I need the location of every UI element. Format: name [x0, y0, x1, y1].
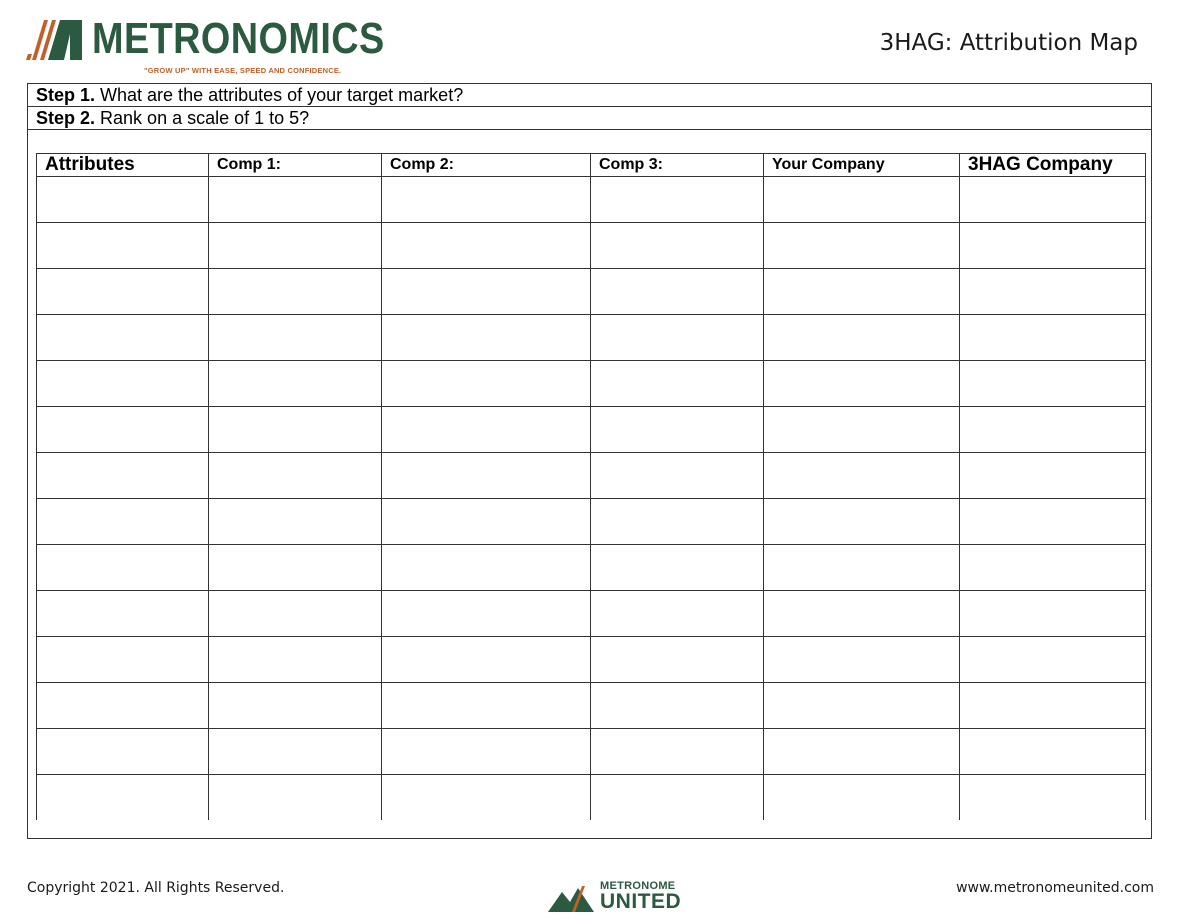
- table-row: [37, 775, 1146, 821]
- table-row: [37, 729, 1146, 775]
- cell-comp-1[interactable]: [209, 361, 382, 407]
- cell-comp-1[interactable]: [209, 223, 382, 269]
- cell-comp-1[interactable]: [209, 499, 382, 545]
- table-row: [37, 683, 1146, 729]
- cell-comp-2[interactable]: [382, 683, 591, 729]
- cell-attribute[interactable]: [37, 545, 209, 591]
- cell-3hag-company[interactable]: [960, 269, 1146, 315]
- cell-comp-2[interactable]: [382, 269, 591, 315]
- cell-comp-3[interactable]: [591, 499, 764, 545]
- cell-comp-3[interactable]: [591, 269, 764, 315]
- cell-your-company[interactable]: [764, 315, 960, 361]
- cell-3hag-company[interactable]: [960, 637, 1146, 683]
- cell-attribute[interactable]: [37, 315, 209, 361]
- table-row: [37, 591, 1146, 637]
- step-1: [28, 84, 1151, 107]
- table-row: [37, 315, 1146, 361]
- copyright-notice: Copyright 2021. All Rights Reserved.: [27, 880, 285, 896]
- cell-comp-1[interactable]: [209, 407, 382, 453]
- cell-attribute[interactable]: [37, 407, 209, 453]
- cell-3hag-company[interactable]: [960, 407, 1146, 453]
- cell-3hag-company[interactable]: [960, 361, 1146, 407]
- cell-comp-2[interactable]: [382, 775, 591, 821]
- cell-comp-1[interactable]: [209, 453, 382, 499]
- cell-comp-2[interactable]: [382, 361, 591, 407]
- cell-your-company[interactable]: [764, 775, 960, 821]
- cell-comp-1[interactable]: [209, 177, 382, 223]
- table-row: [37, 361, 1146, 407]
- website-url: www.metronomeunited.com: [956, 880, 1154, 896]
- cell-your-company[interactable]: [764, 361, 960, 407]
- cell-comp-2[interactable]: [382, 453, 591, 499]
- attribution-table: [36, 153, 1146, 820]
- cell-3hag-company[interactable]: [960, 453, 1146, 499]
- cell-comp-3[interactable]: [591, 315, 764, 361]
- cell-attribute[interactable]: [37, 223, 209, 269]
- col-header-comp-1: Comp 1:: [209, 154, 382, 177]
- cell-attribute[interactable]: [37, 361, 209, 407]
- table-row: [37, 177, 1146, 223]
- table-row: [37, 545, 1146, 591]
- cell-3hag-company[interactable]: [960, 545, 1146, 591]
- cell-comp-3[interactable]: [591, 683, 764, 729]
- cell-comp-3[interactable]: [591, 177, 764, 223]
- cell-comp-1[interactable]: [209, 637, 382, 683]
- cell-your-company[interactable]: [764, 545, 960, 591]
- cell-comp-2[interactable]: [382, 591, 591, 637]
- table-row: [37, 637, 1146, 683]
- cell-your-company[interactable]: [764, 453, 960, 499]
- cell-comp-3[interactable]: [591, 591, 764, 637]
- cell-attribute[interactable]: [37, 269, 209, 315]
- col-header-attributes: Attributes: [37, 154, 209, 177]
- col-header-comp-3: Comp 3:: [591, 154, 764, 177]
- step-2-text: Rank on a scale of 1 to 5?: [95, 108, 310, 128]
- cell-comp-2[interactable]: [382, 177, 591, 223]
- table-body: [37, 177, 1146, 821]
- cell-3hag-company[interactable]: [960, 775, 1146, 821]
- cell-comp-2[interactable]: [382, 545, 591, 591]
- cell-3hag-company[interactable]: [960, 223, 1146, 269]
- cell-comp-3[interactable]: [591, 637, 764, 683]
- cell-your-company[interactable]: [764, 499, 960, 545]
- cell-your-company[interactable]: [764, 223, 960, 269]
- cell-comp-3[interactable]: [591, 223, 764, 269]
- cell-comp-2[interactable]: [382, 499, 591, 545]
- brand-name: METRONOMICS: [92, 14, 385, 63]
- cell-comp-3[interactable]: [591, 545, 764, 591]
- metronome-united-logo: [548, 880, 680, 914]
- cell-comp-1[interactable]: [209, 775, 382, 821]
- table-row: [37, 407, 1146, 453]
- cell-attribute[interactable]: [37, 775, 209, 821]
- cell-comp-3[interactable]: [591, 361, 764, 407]
- col-header-comp-2: Comp 2:: [382, 154, 591, 177]
- table-header-row: [37, 154, 1146, 177]
- table-row: [37, 223, 1146, 269]
- step-1-label: Step 1.: [36, 85, 96, 105]
- document-title: 3HAG: Attribution Map: [879, 30, 1138, 56]
- cell-3hag-company[interactable]: [960, 177, 1146, 223]
- cell-comp-1[interactable]: [209, 591, 382, 637]
- cell-comp-2[interactable]: [382, 407, 591, 453]
- table-row: [37, 269, 1146, 315]
- cell-comp-2[interactable]: [382, 729, 591, 775]
- cell-comp-1[interactable]: [209, 315, 382, 361]
- cell-your-company[interactable]: [764, 269, 960, 315]
- cell-comp-3[interactable]: [591, 729, 764, 775]
- cell-comp-1[interactable]: [209, 683, 382, 729]
- cell-comp-2[interactable]: [382, 637, 591, 683]
- cell-your-company[interactable]: [764, 407, 960, 453]
- step-1-text: What are the attributes of your target market?: [95, 85, 464, 105]
- cell-3hag-company[interactable]: [960, 499, 1146, 545]
- cell-attribute[interactable]: [37, 499, 209, 545]
- metronomics-mark-icon: [26, 20, 88, 60]
- cell-3hag-company[interactable]: [960, 683, 1146, 729]
- cell-comp-2[interactable]: [382, 315, 591, 361]
- cell-your-company[interactable]: [764, 683, 960, 729]
- cell-attribute[interactable]: [37, 177, 209, 223]
- logo-text-bottom: UNITED: [600, 890, 682, 913]
- cell-comp-3[interactable]: [591, 407, 764, 453]
- brand-tagline: "GROW UP" WITH EASE, SPEED AND CONFIDENCE.: [144, 66, 342, 75]
- cell-attribute[interactable]: [37, 729, 209, 775]
- cell-attribute[interactable]: [37, 683, 209, 729]
- col-header-your-company: Your Company: [764, 154, 960, 177]
- cell-comp-3[interactable]: [591, 775, 764, 821]
- step-2-label: Step 2.: [36, 108, 96, 128]
- cell-your-company[interactable]: [764, 637, 960, 683]
- cell-attribute[interactable]: [37, 637, 209, 683]
- cell-3hag-company[interactable]: [960, 315, 1146, 361]
- cell-comp-3[interactable]: [591, 453, 764, 499]
- metronomics-logo: [26, 14, 385, 76]
- table-row: [37, 453, 1146, 499]
- cell-attribute[interactable]: [37, 453, 209, 499]
- cell-your-company[interactable]: [764, 729, 960, 775]
- metronome-united-mark-icon: [548, 882, 598, 912]
- cell-comp-1[interactable]: [209, 545, 382, 591]
- logo-text-top: METRONOME: [600, 880, 676, 892]
- step-2: [28, 107, 1151, 130]
- cell-comp-1[interactable]: [209, 269, 382, 315]
- cell-3hag-company[interactable]: [960, 591, 1146, 637]
- cell-comp-2[interactable]: [382, 223, 591, 269]
- cell-attribute[interactable]: [37, 591, 209, 637]
- cell-3hag-company[interactable]: [960, 729, 1146, 775]
- col-header-3hag-company: 3HAG Company: [960, 154, 1146, 177]
- cell-your-company[interactable]: [764, 591, 960, 637]
- cell-your-company[interactable]: [764, 177, 960, 223]
- table-row: [37, 499, 1146, 545]
- cell-comp-1[interactable]: [209, 729, 382, 775]
